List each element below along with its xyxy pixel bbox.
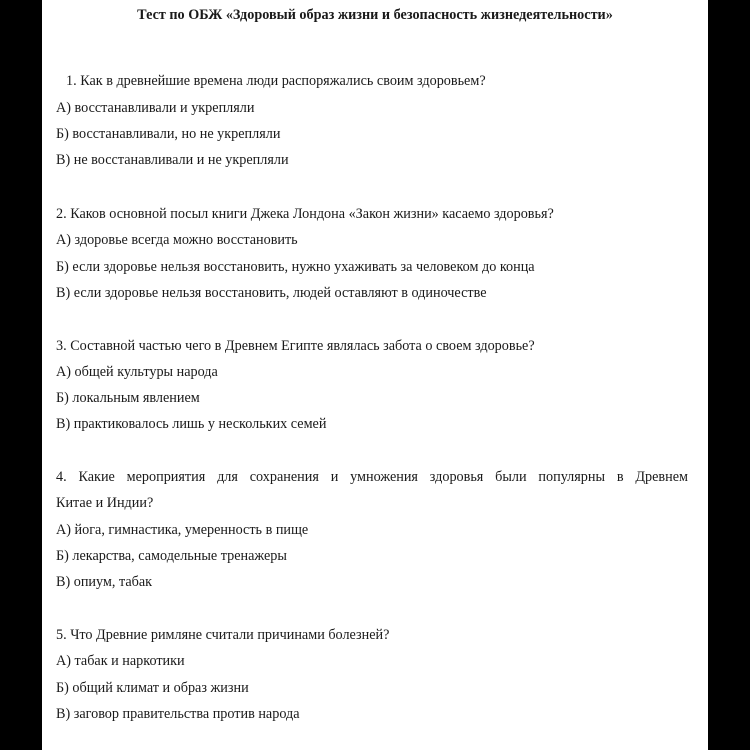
question-4-option-b: Б) лекарства, самодельные тренажеры xyxy=(56,548,287,564)
question-2-option-a: А) здоровье всегда можно восстановить xyxy=(56,232,298,248)
question-2-option-c: В) если здоровье нельзя восстановить, людей оставляют в одиночестве xyxy=(56,285,487,301)
question-1-option-b: Б) восстанавливали, но не укрепляли xyxy=(56,126,281,142)
question-1: 1. Как в древнейшие времена люди распоряжались своим здоровьем? xyxy=(66,73,486,89)
question-5: 5. Что Древние римляне считали причинами болезней? xyxy=(56,627,390,643)
question-4-line-1: 4. Какие мероприятия для сохранения и умножения здоровья были популярны в Древнем xyxy=(56,469,688,485)
document-title: Тест по ОБЖ «Здоровый образ жизни и безопасность жизнедеятельности» xyxy=(137,7,613,23)
question-1-option-a: А) восстанавливали и укрепляли xyxy=(56,100,255,116)
question-5-option-a: А) табак и наркотики xyxy=(56,653,185,669)
question-4-option-c: В) опиум, табак xyxy=(56,574,153,590)
question-2-option-b: Б) если здоровье нельзя восстановить, нужно ухаживать за человеком до конца xyxy=(56,259,535,275)
question-3-option-b: Б) локальным явлением xyxy=(56,390,200,406)
question-4-line-2: Китае и Индии? xyxy=(56,495,154,511)
question-4-option-a: А) йога, гимнастика, умеренность в пище xyxy=(56,522,309,538)
question-3-option-a: А) общей культуры народа xyxy=(56,364,218,380)
document-page xyxy=(42,0,708,750)
question-2: 2. Каков основной посыл книги Джека Лондона «Закон жизни» касаемо здоровья? xyxy=(56,206,554,222)
question-5-option-b: Б) общий климат и образ жизни xyxy=(56,680,249,696)
question-5-option-c: В) заговор правительства против народа xyxy=(56,706,300,722)
question-3-option-c: В) практиковалось лишь у нескольких семей xyxy=(56,416,327,432)
question-3: 3. Составной частью чего в Древнем Египте являлась забота о своем здоровье? xyxy=(56,338,535,354)
question-1-option-c: В) не восстанавливали и не укрепляли xyxy=(56,152,289,168)
